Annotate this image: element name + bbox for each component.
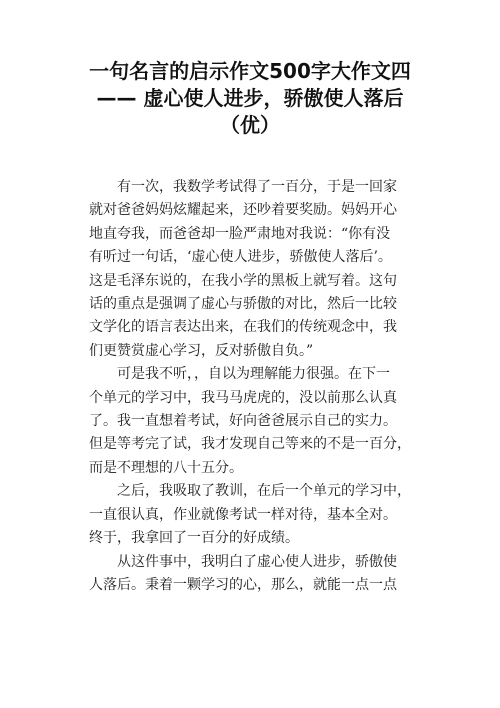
text-line: 终于，我拿回了一百分的好成绩。 — [89, 530, 299, 547]
document-body — [89, 176, 419, 597]
text-line: 就对爸爸妈妈炫耀起来，还吵着要奖励。妈妈开心 — [89, 202, 397, 219]
text-line: 有听过一句话，‘虚心使人进步，骄傲使人落后’。 — [89, 249, 392, 266]
text-line: 一直很认真，作业就像考试一样对待，基本全对。 — [89, 506, 397, 523]
text-line: 这是毛泽东说的，在我小学的黑板上就写着。这句 — [89, 272, 397, 289]
text-line: 但是等考完了试，我才发现自己等来的不是一百分， — [89, 436, 411, 453]
title-line: 一句名言的启示作文500字大作文四 — [89, 59, 411, 83]
text-line: 而是不理想的八十五分。 — [89, 459, 243, 476]
text-line: 文学化的语言表达出来，在我们的传统观念中，我 — [89, 319, 397, 336]
text-line: 了。我一直想着考试，好向爸爸展示自己的实力。 — [89, 413, 397, 430]
text-line: 之后，我吸取了教训，在后一个单元的学习中， — [89, 483, 411, 500]
text-line: 们更赞赏虚心学习，反对骄傲自负。” — [89, 342, 314, 359]
text-line: 地直夸我，而爸爸却一脸严肃地对我说：“你有没 — [89, 225, 391, 242]
text-line: 从这件事中，我明白了虚心使人进步，骄傲使 — [89, 553, 397, 570]
document-title — [60, 58, 440, 139]
text-line: 个单元的学习中，我马马虎虎的，没以前那么认真 — [89, 389, 397, 406]
paragraph — [89, 551, 419, 598]
text-line: 话的重点是强调了虚心与骄傲的对比，然后一比较 — [89, 296, 397, 313]
paragraph — [89, 480, 419, 550]
title-line: —— 虚心使人进步，骄傲使人落后 — [96, 86, 404, 110]
paragraph — [89, 363, 419, 480]
title-line: （优） — [220, 113, 280, 137]
text-line: 人落后。秉着一颗学习的心，那么，就能一点一点 — [89, 576, 397, 593]
text-line: 可是我不听，，自以为理解能力很强。在下一 — [89, 366, 390, 383]
text-line: 有一次，我数学考试得了一百分，于是一回家 — [89, 179, 397, 195]
paragraph — [89, 176, 419, 363]
